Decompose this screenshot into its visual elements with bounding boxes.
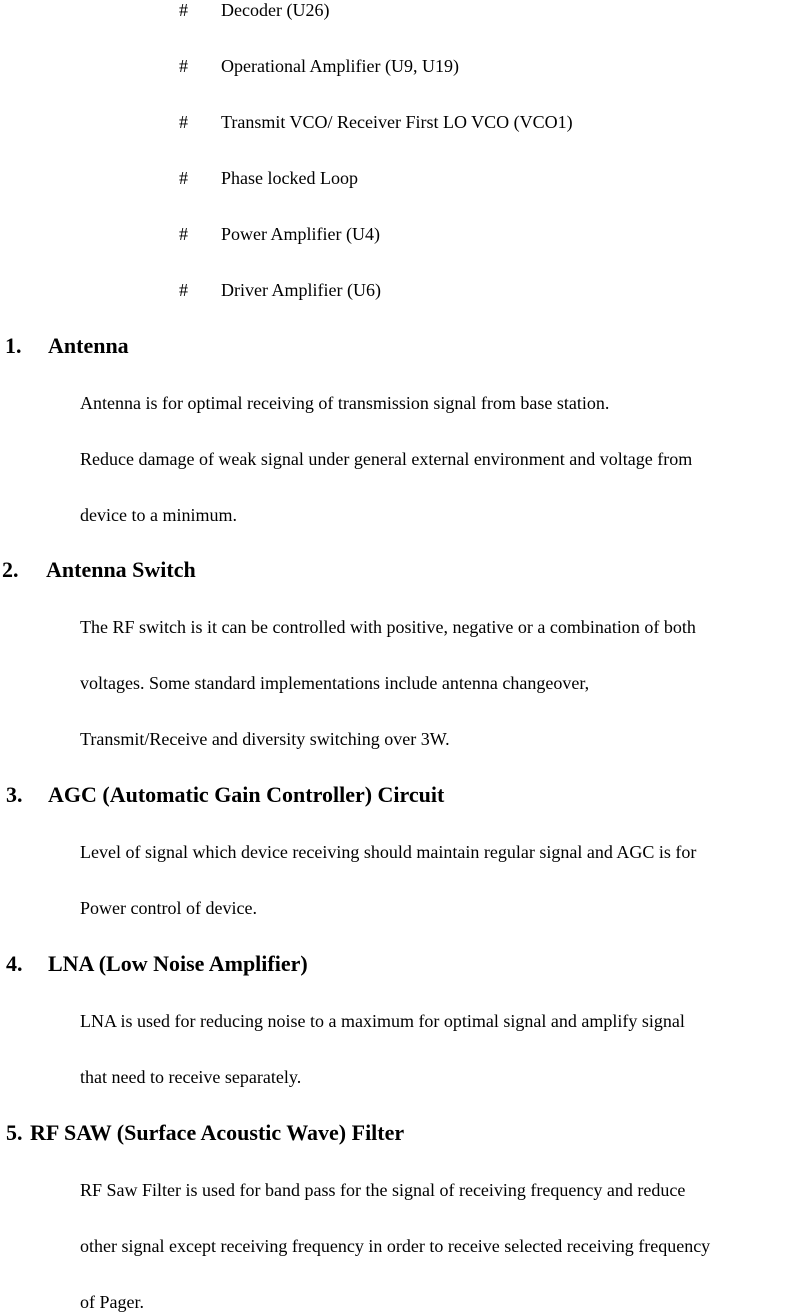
section-title: Antenna Switch [46,557,196,582]
paragraph-line: The RF switch is it can be controlled with positive, negative or a combination of both [80,617,696,637]
paragraph-line: LNA is used for reducing noise to a maximum for optimal signal and amplify signal [80,1011,685,1031]
bullet-item [179,168,358,188]
bullet-text: Phase locked Loop [221,168,358,188]
bullet-item [179,56,459,76]
paragraph-line: RF Saw Filter is used for band pass for the signal of receiving frequency and reduce [80,1180,686,1200]
bullet-item [179,224,380,244]
section-number: 5. [6,1120,23,1145]
section-title: AGC (Automatic Gain Controller) Circuit [48,782,445,807]
bullet-mark: # [179,56,188,76]
bullet-text: Transmit VCO/ Receiver First LO VCO (VCO1) [221,112,573,132]
bullet-item [179,280,381,300]
paragraph-line: Antenna is for optimal receiving of transmission signal from base station. [80,393,610,413]
paragraph-line: Reduce damage of weak signal under general external environment and voltage from [80,449,693,469]
bullet-mark: # [179,112,188,132]
bullet-text: Decoder (U26) [221,0,330,20]
bullet-text: Driver Amplifier (U6) [221,280,381,300]
section-heading [5,334,129,358]
paragraph-line: Transmit/Receive and diversity switching over 3W. [80,729,450,749]
bullet-text: Power Amplifier (U4) [221,224,380,244]
section-heading [2,558,196,582]
section-number: 2. [2,557,19,582]
bullet-mark: # [179,224,188,244]
section-number: 3. [6,782,23,807]
paragraph-line: voltages. Some standard implementations include antenna changeover, [80,673,590,693]
bullet-mark: # [179,168,188,188]
section-number: 4. [6,951,23,976]
section-heading [6,783,444,807]
section-title: RF SAW (Surface Acoustic Wave) Filter [30,1120,405,1145]
paragraph-line: of Pager. [80,1292,144,1312]
paragraph-line: Power control of device. [80,898,257,918]
section-title: Antenna [48,333,129,358]
paragraph-line: device to a minimum. [80,505,237,525]
bullet-item [179,0,329,20]
section-number: 1. [5,333,22,358]
section-title: LNA (Low Noise Amplifier) [48,951,308,976]
bullet-item [179,112,573,132]
bullet-mark: # [179,280,188,300]
paragraph-line: that need to receive separately. [80,1067,302,1087]
section-heading [6,952,308,976]
section-heading [6,1121,404,1145]
paragraph-line: other signal except receiving frequency in order to receive selected receiving frequency [80,1236,711,1256]
bullet-text: Operational Amplifier (U9, U19) [221,56,459,76]
bullet-mark: # [179,0,188,20]
paragraph-line: Level of signal which device receiving should maintain regular signal and AGC is for [80,842,697,862]
